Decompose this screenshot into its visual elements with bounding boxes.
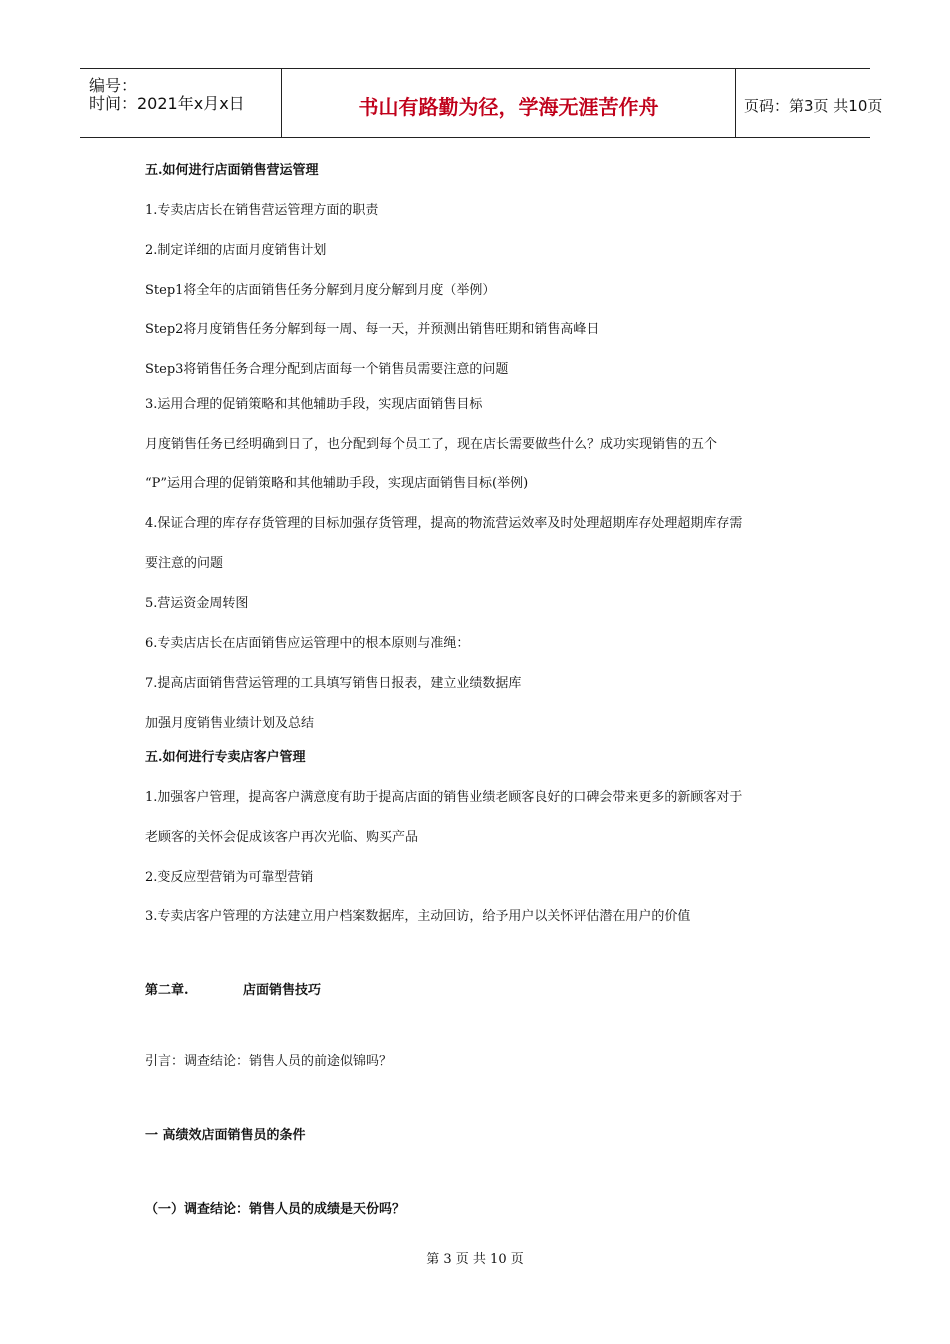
paragraph-line: “P”运用合理的促销策略和其他辅助手段，实现店面销售目标(举例): [145, 476, 529, 491]
header-motto: 书山有路勤为径，学海无涯苦作舟: [358, 95, 659, 119]
chapter-title: 店面销售技巧: [243, 983, 322, 998]
paragraph-line: 7.提高店面销售营运管理的工具填写销售日报表，建立业绩数据库: [145, 676, 522, 691]
header-right-cell: [735, 69, 883, 137]
paragraph-line: 3.专卖店客户管理的方法建立用户档案数据库，主动回访，给予用户以关怀评估潜在用户的价值: [145, 909, 691, 924]
paragraph-line: 老顾客的关怀会促成该客户再次光临、购买产品: [145, 830, 419, 845]
paragraph-line: 要注意的问题: [145, 556, 224, 571]
page-header: [80, 68, 883, 138]
document-number-label: 编号：: [89, 76, 138, 95]
paragraph-line: Step3将销售任务合理分配到店面每一个销售员需要注意的问题: [145, 362, 509, 377]
section-heading: 一 高绩效店面销售员的条件: [145, 1128, 306, 1143]
paragraph-line: 引言：调查结论：销售人员的前途似锦吗？: [145, 1054, 393, 1069]
paragraph-line: 2.制定详细的店面月度销售计划: [145, 243, 327, 258]
paragraph-line: 3.运用合理的促销策略和其他辅助手段，实现店面销售目标: [145, 397, 483, 412]
paragraph-line: 5.营运资金周转图: [145, 596, 249, 611]
header-left-cell: [80, 69, 281, 137]
paragraph-line: 6.专卖店店长在店面销售应运管理中的根本原则与准绳：: [145, 636, 470, 651]
paragraph-line: Step1将全年的店面销售任务分解到月度分解到月度（举例）: [145, 283, 496, 298]
section-heading: 五.如何进行店面销售营运管理: [145, 163, 319, 178]
subsection-heading: （一）调查结论：销售人员的成绩是天份吗？: [145, 1202, 406, 1217]
document-date: 时间：2021年x月x日: [89, 94, 245, 113]
page-footer: 第 3 页 共 10 页: [426, 1252, 524, 1267]
section-heading: 五.如何进行专卖店客户管理: [145, 750, 306, 765]
paragraph-line: 月度销售任务已经明确到日了，也分配到每个员工了，现在店长需要做些什么？成功实现销售的五个: [145, 437, 718, 452]
paragraph-line: 加强月度销售业绩计划及总结: [145, 716, 315, 731]
paragraph-line: 4.保证合理的库存存货管理的目标加强存货管理，提高的物流营运效率及时处理超期库存处理超期库存需: [145, 516, 743, 531]
paragraph-line: Step2将月度销售任务分解到每一周、每一天，并预测出销售旺期和销售高峰日: [145, 322, 600, 337]
header-page-info: 页码：第3页 共10页: [744, 97, 883, 115]
paragraph-line: 1.专卖店店长在销售营运管理方面的职责: [145, 203, 379, 218]
chapter-number: 第二章.: [145, 983, 189, 998]
paragraph-line: 2.变反应型营销为可靠型营销: [145, 870, 314, 885]
paragraph-line: 1.加强客户管理，提高客户满意度有助于提高店面的销售业绩老顾客良好的口碑会带来更多的新顾客对于: [145, 790, 743, 805]
header-motto-cell: [281, 69, 736, 137]
